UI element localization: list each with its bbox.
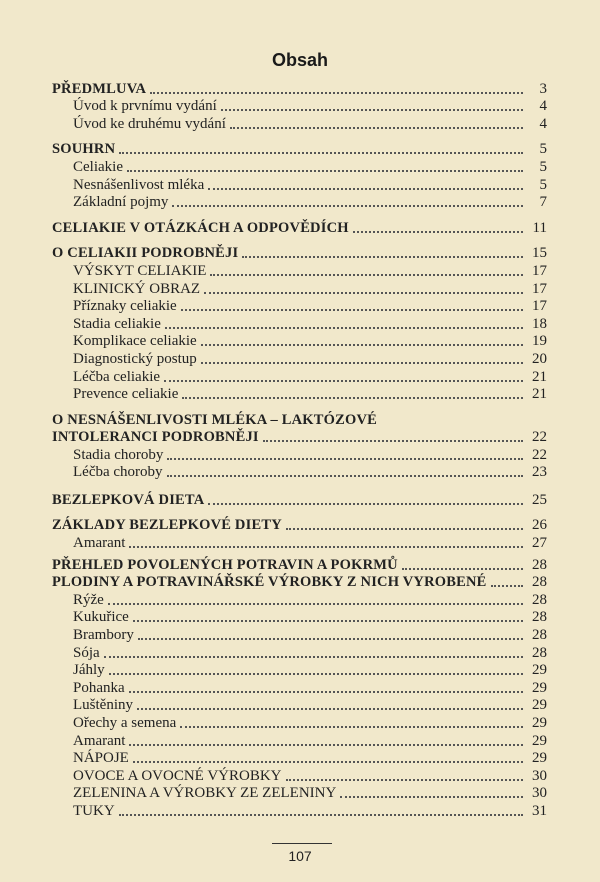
toc-entry-page: 21 bbox=[532, 386, 547, 403]
toc-entry-label: PŘEDMLUVA bbox=[52, 80, 147, 97]
toc-entry bbox=[52, 176, 547, 194]
toc-entry bbox=[52, 262, 547, 280]
toc-entry-page: 28 bbox=[532, 556, 547, 573]
toc-entry-label: Celiakie bbox=[73, 158, 123, 175]
dot-leader bbox=[286, 528, 523, 530]
toc-entry-page: 28 bbox=[532, 627, 547, 644]
dot-leader bbox=[167, 475, 523, 477]
table-of-contents bbox=[52, 72, 547, 820]
toc-entry-page: 28 bbox=[532, 644, 547, 661]
toc-entry bbox=[52, 115, 547, 133]
toc-entry bbox=[52, 350, 547, 368]
dot-leader bbox=[138, 638, 523, 640]
toc-entry-page: 5 bbox=[539, 176, 547, 193]
toc-entry-label: VÝSKYT CELIAKIE bbox=[73, 262, 207, 279]
toc-entry-page: 22 bbox=[532, 429, 547, 446]
toc-entry bbox=[52, 644, 547, 662]
toc-entry bbox=[52, 219, 547, 237]
dot-leader bbox=[353, 231, 523, 233]
dot-leader bbox=[129, 546, 523, 548]
dot-leader bbox=[204, 292, 523, 294]
toc-entry bbox=[52, 280, 547, 298]
dot-leader bbox=[150, 92, 523, 94]
toc-entry-page: 21 bbox=[532, 368, 547, 385]
dot-leader bbox=[109, 673, 523, 675]
dot-leader bbox=[208, 188, 523, 190]
dot-leader bbox=[201, 362, 523, 364]
toc-entry-page: 28 bbox=[532, 574, 547, 591]
toc-entry bbox=[52, 802, 547, 820]
toc-entry-page: 29 bbox=[532, 732, 547, 749]
dot-leader bbox=[242, 256, 523, 258]
dot-leader bbox=[129, 744, 523, 746]
toc-entry bbox=[52, 368, 547, 386]
toc-entry-page: 27 bbox=[532, 535, 547, 552]
toc-entry bbox=[52, 591, 547, 609]
toc-entry bbox=[52, 245, 547, 263]
toc-entry bbox=[52, 534, 547, 552]
toc-entry-label: PLODINY A POTRAVINÁŘSKÉ VÝROBKY Z NICH VYROBENÉ bbox=[52, 574, 487, 591]
dot-leader bbox=[133, 761, 523, 763]
toc-entry-label: PŘEHLED POVOLENÝCH POTRAVIN A POKRMŮ bbox=[52, 556, 398, 573]
toc-entry bbox=[52, 298, 547, 316]
toc-entry-page: 4 bbox=[539, 115, 547, 132]
dot-leader bbox=[208, 503, 523, 505]
toc-entry-page: 23 bbox=[532, 464, 547, 481]
toc-entry-label: Luštěniny bbox=[73, 697, 133, 714]
toc-entry bbox=[52, 767, 547, 785]
toc-entry-label: Jáhly bbox=[73, 662, 105, 679]
toc-entry-label: Úvod k prvnímu vydání bbox=[73, 98, 217, 115]
toc-entry-page: 30 bbox=[532, 767, 547, 784]
toc-entry-label: SOUHRN bbox=[52, 141, 116, 158]
toc-entry-page: 29 bbox=[532, 715, 547, 731]
toc-entry-label: ZELENINA A VÝROBKY ZE ZELENINY bbox=[73, 785, 337, 802]
toc-entry bbox=[52, 750, 547, 768]
dot-leader bbox=[133, 620, 523, 622]
toc-entry-page: 25 bbox=[532, 491, 547, 508]
toc-entry bbox=[52, 315, 547, 333]
toc-entry-page: 3 bbox=[539, 80, 547, 97]
toc-entry-label: ZÁKLADY BEZLEPKOVÉ DIETY bbox=[52, 517, 282, 534]
toc-entry bbox=[52, 464, 547, 482]
dot-leader bbox=[286, 779, 524, 781]
toc-entry-label-line1: O NESNÁŠENLIVOSTI MLÉKA – LAKTÓZOVÉ bbox=[52, 412, 377, 429]
dot-leader bbox=[230, 127, 523, 129]
toc-entry bbox=[52, 194, 547, 212]
toc-entry bbox=[52, 158, 547, 176]
toc-entry-page: 17 bbox=[532, 280, 547, 297]
toc-entry bbox=[52, 141, 547, 159]
toc-entry-label: Léčba choroby bbox=[73, 464, 163, 481]
page-title: Obsah bbox=[271, 50, 328, 70]
toc-entry-label: NÁPOJE bbox=[73, 750, 129, 767]
toc-entry-label: Prevence celiakie bbox=[73, 386, 179, 403]
toc-entry bbox=[52, 491, 547, 509]
toc-entry bbox=[52, 626, 547, 644]
dot-leader bbox=[491, 585, 523, 587]
toc-entry-page: 4 bbox=[539, 98, 547, 115]
toc-entry-page: 20 bbox=[532, 350, 547, 367]
footer-rule bbox=[272, 843, 332, 844]
toc-entry-label: TUKY bbox=[73, 802, 115, 819]
toc-entry-label: Léčba celiakie bbox=[73, 368, 161, 385]
toc-entry-label: KLINICKÝ OBRAZ bbox=[73, 280, 201, 297]
toc-entry-page: 30 bbox=[532, 785, 547, 802]
dot-leader bbox=[167, 458, 523, 460]
dot-leader bbox=[137, 708, 523, 710]
toc-entry-page: 17 bbox=[532, 262, 547, 279]
toc-entry bbox=[52, 556, 547, 574]
toc-entry-label: Pohanka bbox=[73, 679, 125, 696]
toc-entry-page: 29 bbox=[532, 662, 547, 679]
toc-entry bbox=[52, 446, 547, 464]
toc-entry-label: INTOLERANCI PODROBNĚJI bbox=[52, 429, 259, 446]
toc-entry bbox=[52, 785, 547, 803]
dot-leader bbox=[180, 726, 523, 728]
page-number: 107 bbox=[288, 848, 312, 864]
toc-entry-label: Amarant bbox=[73, 535, 126, 552]
toc-entry-label: O CELIAKII PODROBNĚJI bbox=[52, 245, 239, 262]
toc-entry-page: 11 bbox=[532, 219, 547, 236]
dot-leader bbox=[164, 380, 523, 382]
dot-leader bbox=[340, 796, 523, 798]
dot-leader bbox=[201, 344, 523, 346]
toc-entry-label: Komplikace celiakie bbox=[73, 333, 197, 350]
toc-entry-page: 26 bbox=[532, 517, 547, 534]
toc-entry-label: Stadia choroby bbox=[73, 446, 164, 463]
toc-entry-page: 5 bbox=[539, 158, 547, 175]
toc-entry-label: Rýže bbox=[73, 591, 104, 608]
toc-entry bbox=[52, 679, 547, 697]
toc-entry bbox=[52, 333, 547, 351]
toc-entry-page: 19 bbox=[532, 333, 547, 350]
dot-leader bbox=[172, 205, 523, 207]
toc-entry bbox=[52, 609, 547, 627]
toc-entry-label: Příznaky celiakie bbox=[73, 298, 177, 315]
toc-entry bbox=[52, 662, 547, 680]
toc-entry-page: 29 bbox=[532, 697, 547, 714]
toc-entry-page: 15 bbox=[532, 245, 547, 262]
toc-entry bbox=[52, 574, 547, 592]
dot-leader bbox=[210, 274, 523, 276]
toc-entry bbox=[52, 98, 547, 116]
dot-leader bbox=[104, 656, 523, 658]
toc-entry bbox=[52, 80, 547, 98]
toc-entry bbox=[52, 386, 547, 404]
toc-entry-page: 5 bbox=[539, 141, 547, 158]
toc-entry bbox=[52, 732, 547, 750]
toc-entry-page: 29 bbox=[532, 679, 547, 696]
toc-entry-label: Sója bbox=[73, 644, 100, 661]
dot-leader bbox=[263, 440, 523, 442]
toc-entry-page: 31 bbox=[532, 802, 547, 819]
toc-entry-label: Kukuřice bbox=[73, 609, 129, 626]
toc-entry-page: 22 bbox=[532, 446, 547, 463]
dot-leader bbox=[402, 568, 523, 570]
dot-leader bbox=[119, 152, 523, 154]
toc-entry-page: 17 bbox=[532, 298, 547, 315]
toc-entry-label: Brambory bbox=[73, 627, 134, 644]
toc-entry-page: 28 bbox=[532, 591, 547, 608]
toc-entry-label: BEZLEPKOVÁ DIETA bbox=[52, 491, 205, 508]
toc-entry-label: Amarant bbox=[73, 732, 126, 749]
dot-leader bbox=[221, 109, 523, 111]
toc-entry-label: Úvod ke druhému vydání bbox=[73, 115, 226, 132]
toc-entry-label: Základní pojmy bbox=[73, 194, 169, 211]
dot-leader bbox=[119, 814, 523, 816]
toc-entry-label: CELIAKIE V OTÁZKÁCH A ODPOVĚDÍCH bbox=[52, 219, 349, 236]
dot-leader bbox=[182, 397, 523, 399]
dot-leader bbox=[108, 603, 523, 605]
toc-entry-page: 7 bbox=[539, 194, 547, 211]
toc-entry-page: 29 bbox=[532, 750, 547, 767]
toc-entry-page: 18 bbox=[532, 315, 547, 332]
toc-entry bbox=[52, 411, 547, 446]
dot-leader bbox=[165, 327, 523, 329]
toc-entry-label: Diagnostický postup bbox=[73, 350, 197, 367]
toc-entry bbox=[52, 517, 547, 535]
toc-entry bbox=[52, 697, 547, 715]
dot-leader bbox=[181, 309, 523, 311]
dot-leader bbox=[127, 170, 523, 172]
toc-entry-label: OVOCE A OVOCNÉ VÝROBKY bbox=[73, 767, 282, 784]
toc-entry-label: Stadia celiakie bbox=[73, 315, 161, 332]
toc-entry-label: Ořechy a semena bbox=[73, 715, 177, 731]
toc-entry-label: Nesnášenlivost mléka bbox=[73, 176, 205, 193]
toc-entry-page: 28 bbox=[532, 609, 547, 626]
toc-entry bbox=[52, 714, 547, 732]
dot-leader bbox=[129, 691, 523, 693]
